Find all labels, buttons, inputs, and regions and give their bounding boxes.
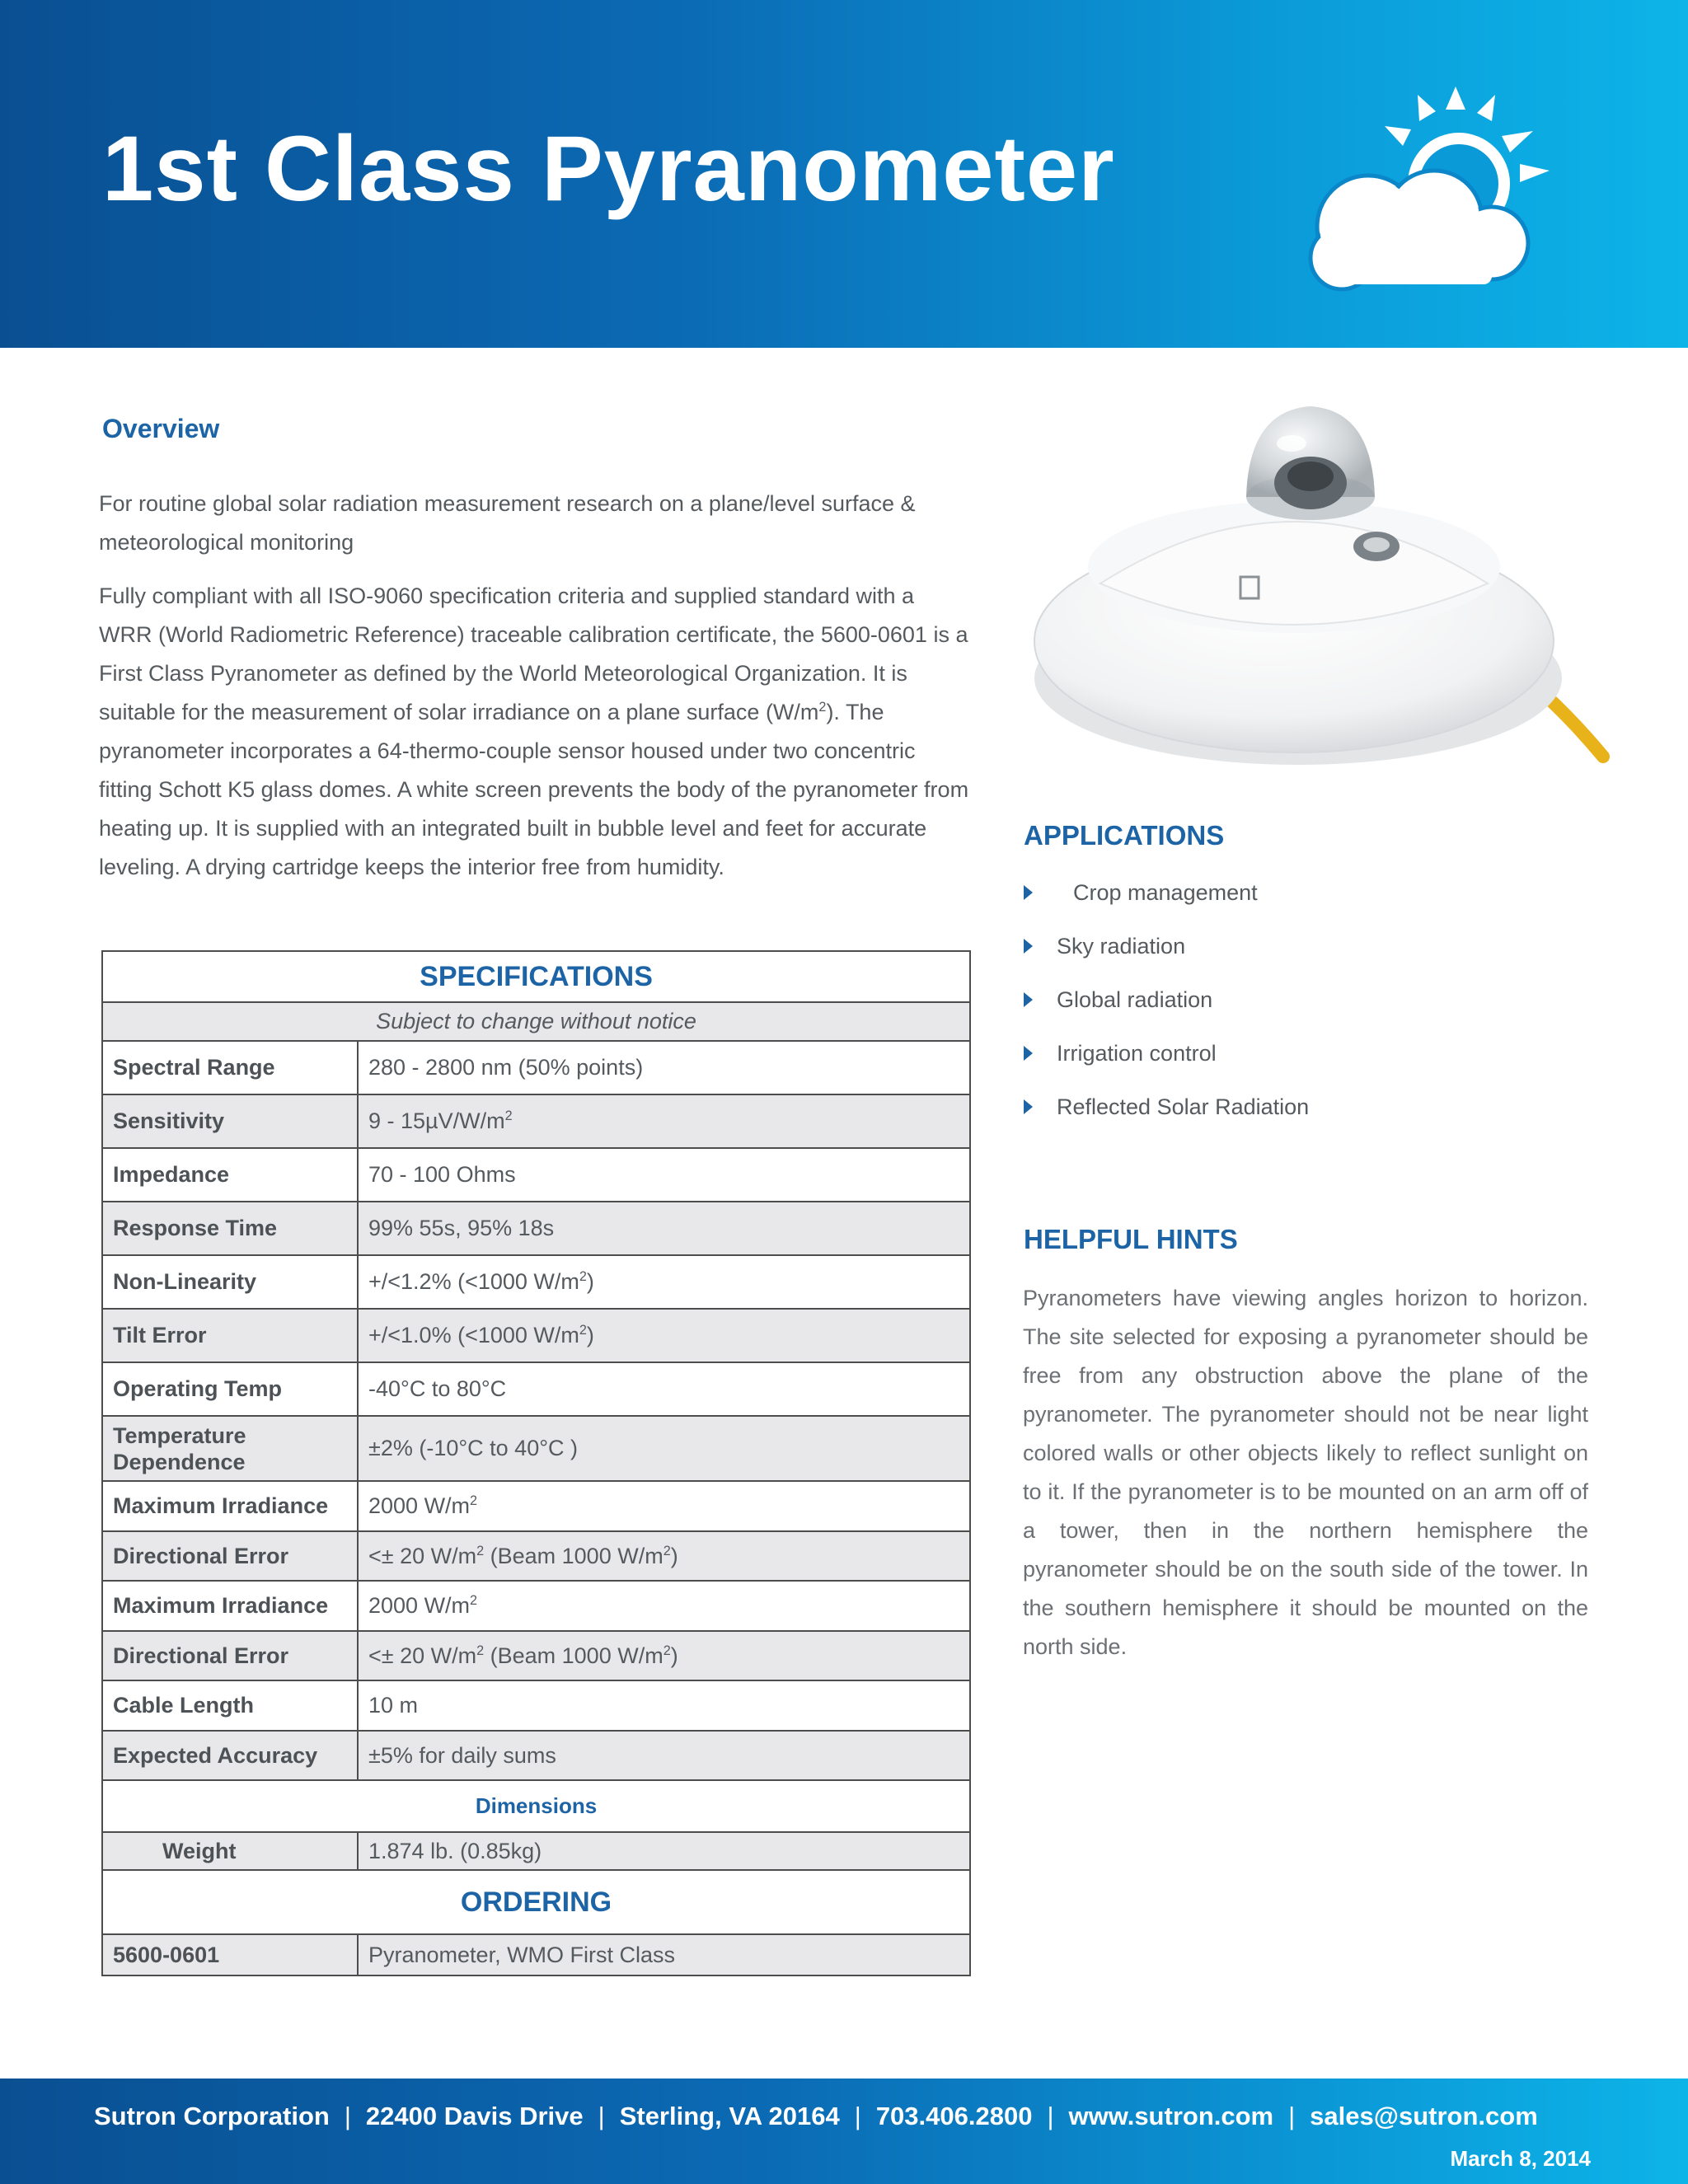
list-item: Crop management [1024,872,1309,926]
overview-paragraph-2: Fully compliant with all ISO-9060 specification criteria and supplied standard with a WRR (World Radiometric Reference) traceable calibration certificate, the 5600-0601 is a First Class Pyranometer as defined by the World Meteorological Organization. It is suitable for the measurement of solar irradiance on a plane surface $(W/m^2)$. The pyranometer incorporates a 64-thermo-couple sensor housed under two concentric fitting Schott K5 glass domes. A white screen prevents the body of the pyranometer from heating up. It is supplied with an integrated built in bubble level and feet for accurate leveling. A drying cartridge keeps the interior free from humidity. [99,583,969,879]
table-row [102,1934,970,1975]
spec-value: 99% 55s, 95% 18s [358,1202,970,1255]
spec-value: <± 20 $W/m^2$ (Beam 1000 $W/m^2$) [358,1631,970,1680]
spec-label: Operating Temp [102,1362,358,1416]
weight-value: 1.874 lb. (0.85kg) [358,1832,970,1870]
table-row [102,1581,970,1631]
spec-value: +/<1.0% (<1000 $W/m^2$) [358,1309,970,1362]
table-row [102,1731,970,1780]
triangle-right-icon [1024,885,1033,900]
triangle-right-icon [1024,1046,1033,1061]
dimensions-title: Dimensions [102,1780,970,1832]
table-row [102,1631,970,1680]
table-row [102,1202,970,1255]
footer-company: Sutron Corporation [94,2102,330,2130]
specifications-title: SPECIFICATIONS [102,951,970,1002]
footer-address: 22400 Davis Drive [365,2102,584,2130]
spec-label: Expected Accuracy [102,1731,358,1780]
table-row [102,1416,970,1481]
spec-value: 280 - 2800 nm (50% points) [358,1041,970,1094]
table-row [102,1041,970,1094]
triangle-right-icon [1024,939,1033,954]
footer-contact-line: Sutron Corporation | 22400 Davis Drive | Sterling, VA 20164 | 703.406.2800 | www.sutron.com | sales@sutron.com [94,2102,1538,2130]
spec-value: 2000 $W/m^2$ [358,1581,970,1631]
ordering-code: 5600-0601 [102,1934,358,1975]
table-row [102,1680,970,1731]
sun-cloud-icon [1294,78,1558,301]
page-title: 1st Class Pyranometer [102,117,1115,220]
table-row [102,1094,970,1148]
table-row [102,1531,970,1581]
spec-value: -40°C to 80°C [358,1362,970,1416]
spec-label: Directional Error [102,1631,358,1680]
list-item: Irrigation control [1024,1033,1309,1086]
page-header [0,0,1688,348]
table-row [102,1255,970,1309]
footer-website-link[interactable]: www.sutron.com [1068,2102,1274,2130]
spec-value: 10 m [358,1680,970,1731]
spec-value: <± 20 $W/m^2$ (Beam 1000 $W/m^2$) [358,1531,970,1581]
table-row [102,1832,970,1870]
spec-value: ±5% for daily sums [358,1731,970,1780]
spec-value: 70 - 100 Ohms [358,1148,970,1202]
triangle-right-icon [1024,1099,1033,1114]
spec-label: Directional Error [102,1531,358,1581]
helpful-hints-text: Pyranometers have viewing angles horizon to horizon. The site selected for exposing a pyranometer should be free from any obstruction above the plane of the pyranometer. The pyranometer should not be near light colored walls or other objects likely to reflect sunlight on to it. If the pyranometer is to be mounted on an arm off of a tower, then in the northern hemisphere the pyranometer should be on the south side of the tower. In the southern hemisphere it should be mounted on the north side. [1023,1286,1588,1659]
list-item: Global radiation [1024,979,1309,1033]
spec-label: Impedance [102,1148,358,1202]
spec-label: Response Time [102,1202,358,1255]
triangle-right-icon [1024,992,1033,1007]
spec-label: Cable Length [102,1680,358,1731]
spec-label: Maximum Irradiance [102,1481,358,1531]
specifications-note: Subject to change without notice [102,1002,970,1041]
applications-heading: APPLICATIONS [1024,820,1225,851]
spec-label: Temperature Dependence [102,1416,358,1481]
footer-phone: 703.406.2800 [875,2102,1033,2130]
overview-paragraph-1: For routine global solar radiation measurement research on a plane/level surface & meteorological monitoring [99,491,916,555]
ordering-description: Pyranometer, WMO First Class [358,1934,970,1975]
spec-value: 2000 $W/m^2$ [358,1481,970,1531]
pyranometer-image [1026,394,1620,790]
applications-list [1024,872,1309,1140]
spec-label: Tilt Error [102,1309,358,1362]
table-row [102,1309,970,1362]
footer-city: Sterling, VA 20164 [619,2102,840,2130]
spec-label: Maximum Irradiance [102,1581,358,1631]
list-item: Sky radiation [1024,926,1309,979]
ordering-title: ORDERING [102,1870,970,1934]
spec-label: Spectral Range [102,1041,358,1094]
spec-label: Sensitivity [102,1094,358,1148]
overview-heading: Overview [102,414,220,443]
weight-label: Weight [102,1832,358,1870]
table-row [102,1362,970,1416]
list-item: Reflected Solar Radiation [1024,1086,1309,1140]
spec-value: +/<1.2% (<1000 $W/m^2$) [358,1255,970,1309]
table-row [102,1148,970,1202]
footer-email-link[interactable]: sales@sutron.com [1310,2102,1538,2130]
spec-value: ±2% (-10°C to 40°C ) [358,1416,970,1481]
helpful-hints-heading: HELPFUL HINTS [1024,1224,1238,1254]
spec-label: Non-Linearity [102,1255,358,1309]
table-row [102,1481,970,1531]
specifications-table [101,950,971,1976]
page-footer [0,2079,1688,2184]
spec-value: $9 - 15\mu V/W/m^2$ [358,1094,970,1148]
footer-date: March 8, 2014 [1450,2146,1591,2171]
